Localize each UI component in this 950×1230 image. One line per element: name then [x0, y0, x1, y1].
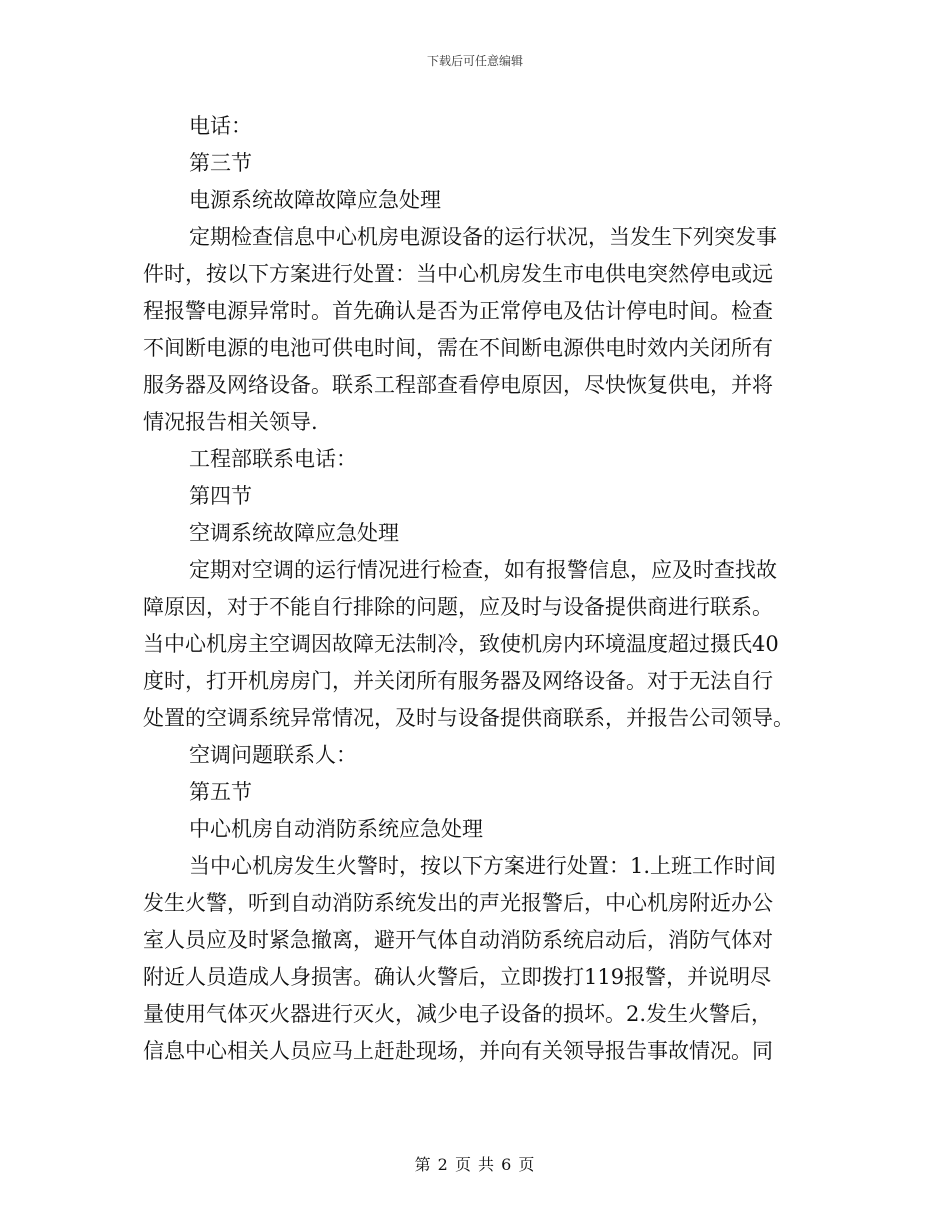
body-line: 室人员应及时紧急撤离，避开气体自动消防系统启动后，消防气体对	[143, 928, 773, 952]
body-line: 不间断电源的电池可供电时间，需在不间断电源供电时效内关闭所有	[143, 336, 773, 360]
section-title: 电源系统故障故障应急处理	[189, 188, 441, 212]
body-line: 信息中心相关人员应马上赶赴现场，并向有关领导报告事故情况。同	[143, 1039, 773, 1063]
body-line: 工程部联系电话：	[189, 447, 357, 471]
document-body	[143, 108, 808, 1070]
page-number-footer: 第 2 页 共 6 页	[414, 1155, 536, 1174]
body-line: 服务器及网络设备。联系工程部查看停电原因，尽快恢复供电，并将	[143, 373, 773, 397]
section-heading: 第五节	[189, 780, 252, 804]
body-line: 空调问题联系人：	[189, 743, 357, 767]
body-line: 当中心机房主空调因故障无法制冷，致使机房内环境温度超过摄氏40	[143, 632, 779, 656]
page-header: 下载后可任意编辑	[426, 54, 523, 68]
body-line: 处置的空调系统异常情况，及时与设备提供商联系，并报告公司领导。	[143, 706, 794, 730]
section-heading: 第三节	[189, 151, 252, 175]
section-title: 中心机房自动消防系统应急处理	[189, 817, 483, 841]
body-line: 量使用气体灭火器进行灭火，减少电子设备的损坏。2.发生火警后，	[143, 1002, 773, 1026]
body-line: 发生火警，听到自动消防系统发出的声光报警后，中心机房附近办公	[143, 891, 773, 915]
body-line: 定期对空调的运行情况进行检查，如有报警信息，应及时查找故	[189, 558, 777, 582]
body-line: 情况报告相关领导.	[143, 410, 318, 434]
body-line: 附近人员造成人身损害。确认火警后，立即拨打119报警，并说明尽	[143, 965, 772, 989]
body-line: 度时，打开机房房门，并关闭所有服务器及网络设备。对于无法自行	[143, 669, 773, 693]
body-line: 障原因，对于不能自行排除的问题，应及时与设备提供商进行联系。	[143, 595, 773, 619]
body-line: 件时，按以下方案进行处置：当中心机房发生市电供电突然停电或远	[143, 262, 773, 286]
body-line: 当中心机房发生火警时，按以下方案进行处置：1.上班工作时间	[189, 854, 777, 878]
section-title: 空调系统故障应急处理	[189, 521, 399, 545]
body-line: 程报警电源异常时。首先确认是否为正常停电及估计停电时间。检查	[143, 299, 773, 323]
section-heading: 第四节	[189, 484, 252, 508]
body-line: 定期检查信息中心机房电源设备的运行状况，当发生下列突发事	[189, 225, 777, 249]
body-line: 电话：	[189, 114, 252, 138]
